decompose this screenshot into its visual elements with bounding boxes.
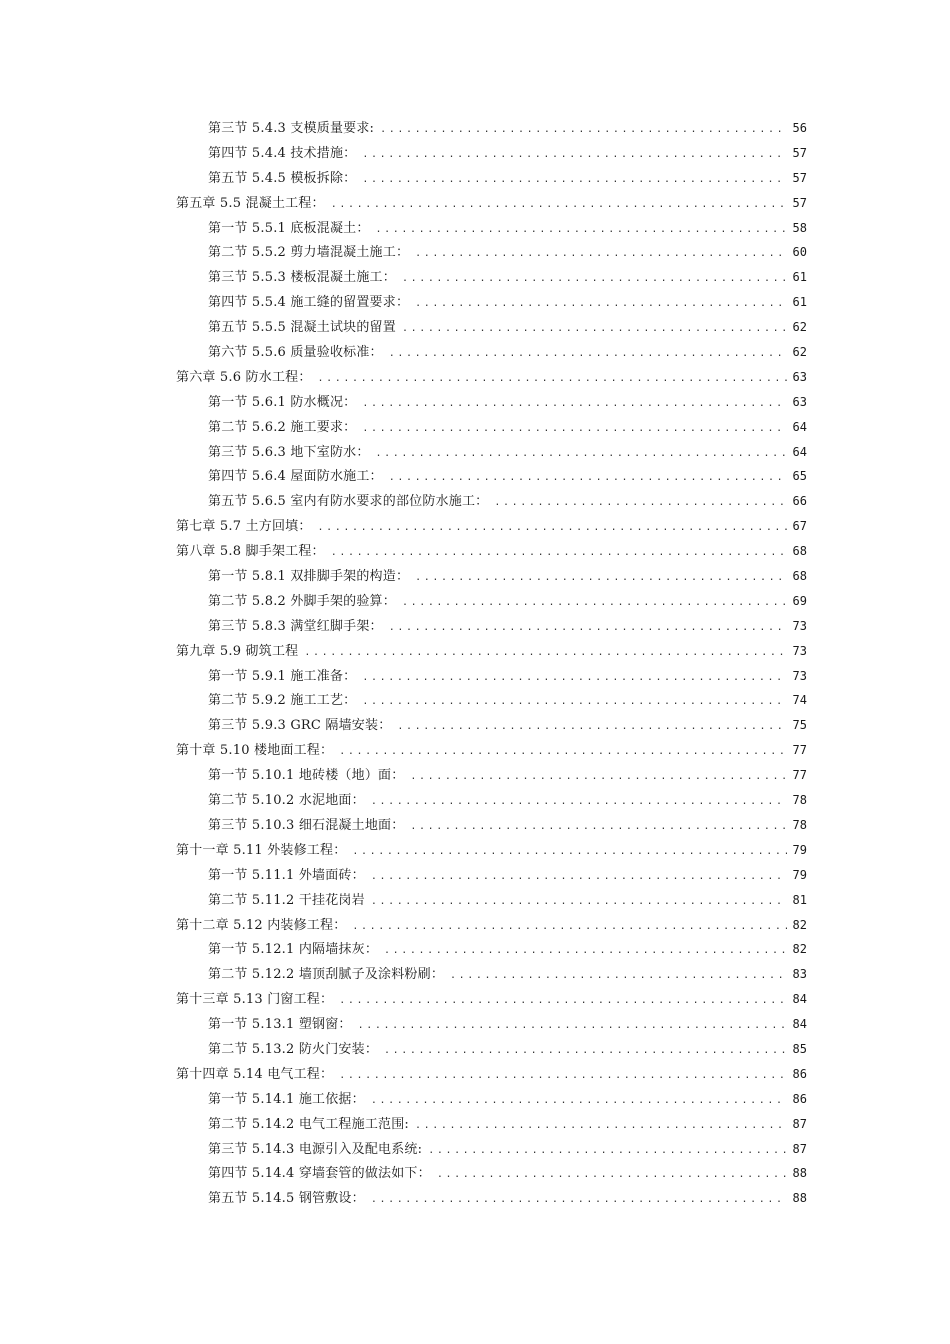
dot-leader	[352, 915, 787, 940]
toc-section-entry[interactable]	[176, 265, 807, 290]
toc-section-entry[interactable]	[176, 315, 807, 340]
toc-page-number: 61	[792, 295, 807, 310]
toc-entry-label: 第一节 5.9.1 施工准备：	[208, 668, 357, 684]
toc-page-number: 84	[792, 1017, 807, 1032]
toc-entry-label: 第二节 5.9.2 施工工艺：	[208, 693, 357, 709]
toc-page-number: 73	[792, 668, 807, 683]
toc-page-number: 78	[792, 817, 807, 832]
toc-entry-label: 第一节 5.10.1 地砖楼（地）面：	[208, 768, 405, 784]
toc-page-number: 83	[792, 967, 807, 982]
toc-page-number: 81	[792, 892, 807, 907]
toc-section-entry[interactable]	[176, 141, 807, 166]
toc-page-number: 88	[792, 1191, 807, 1206]
toc-page-number: 57	[792, 145, 807, 160]
toc-section-entry[interactable]	[176, 340, 807, 365]
dot-leader	[389, 466, 787, 491]
dot-leader	[397, 715, 787, 740]
toc-chapter-entry[interactable]	[176, 987, 807, 1012]
toc-section-entry[interactable]	[176, 664, 807, 689]
dot-leader	[384, 939, 787, 964]
toc-page-number: 67	[792, 519, 807, 534]
toc-page-number: 60	[792, 245, 807, 260]
dot-leader	[362, 168, 787, 193]
dot-leader	[437, 1163, 787, 1188]
toc-entry-label: 第一节 5.6.1 防水概况：	[208, 394, 357, 410]
toc-entry-label: 第四节 5.4.4 技术措施：	[208, 145, 357, 161]
toc-section-entry[interactable]	[176, 390, 807, 415]
toc-page-number: 68	[792, 569, 807, 584]
toc-page-number: 82	[792, 942, 807, 957]
dot-leader	[389, 342, 787, 367]
toc-entry-label: 第二节 5.5.2 剪力墙混凝土施工：	[208, 245, 410, 261]
toc-chapter-entry[interactable]	[176, 738, 807, 763]
dot-leader	[415, 292, 787, 317]
toc-page-number: 73	[792, 618, 807, 633]
toc-entry-label: 第三节 5.6.3 地下室防水：	[208, 444, 370, 460]
dot-leader	[450, 964, 787, 989]
toc-entry-label: 第五节 5.6.5 室内有防水要求的部位防水施工：	[208, 494, 489, 510]
toc-page-number: 66	[792, 494, 807, 509]
toc-entry-label: 第二节 5.8.2 外脚手架的验算：	[208, 593, 396, 609]
toc-section-entry[interactable]	[176, 1137, 807, 1162]
dot-leader	[415, 1114, 787, 1139]
toc-section-entry[interactable]	[176, 1112, 807, 1137]
dot-leader	[318, 367, 787, 392]
toc-entry-label: 第四节 5.14.4 穿墙套管的做法如下：	[208, 1166, 431, 1182]
dot-leader	[362, 690, 787, 715]
toc-page-number: 64	[792, 419, 807, 434]
dot-leader	[362, 417, 787, 442]
dot-leader	[380, 118, 787, 143]
dot-leader	[415, 566, 787, 591]
toc-page-number: 57	[792, 170, 807, 185]
toc-entry-label: 第二节 5.10.2 水泥地面：	[208, 793, 365, 809]
toc-page-number: 75	[792, 718, 807, 733]
toc-page-number: 63	[792, 369, 807, 384]
toc-page-number: 58	[792, 220, 807, 235]
toc-page-number: 87	[792, 1141, 807, 1156]
toc-page-number: 86	[792, 1066, 807, 1081]
toc-entry-label: 第一节 5.5.1 底板混凝土：	[208, 220, 370, 236]
dot-leader	[362, 666, 787, 691]
toc-entry-label: 第一节 5.14.1 施工依据：	[208, 1091, 365, 1107]
toc-page-number: 62	[792, 320, 807, 335]
toc-page-number: 79	[792, 867, 807, 882]
dot-leader	[331, 193, 787, 218]
toc-section-entry[interactable]	[176, 290, 807, 315]
toc-entry-label: 第九章 5.9 砌筑工程	[176, 643, 299, 659]
dot-leader	[339, 989, 787, 1014]
toc-entry-label: 第十章 5.10 楼地面工程：	[176, 743, 334, 759]
toc-entry-label: 第二节 5.14.2 电气工程施工范围:	[208, 1116, 409, 1132]
toc-entry-label: 第八章 5.8 脚手架工程：	[176, 544, 325, 560]
toc-entry-label: 第一节 5.13.1 塑钢窗：	[208, 1017, 352, 1033]
toc-entry-label: 第一节 5.8.1 双排脚手架的构造：	[208, 569, 410, 585]
dot-leader	[371, 865, 787, 890]
toc-chapter-entry[interactable]	[176, 838, 807, 863]
toc-entry-label: 第三节 5.10.3 细石混凝土地面：	[208, 817, 405, 833]
toc-section-entry[interactable]	[176, 813, 807, 838]
toc-entry-label: 第三节 5.5.3 楼板混凝土施工：	[208, 270, 396, 286]
toc-chapter-entry[interactable]	[176, 191, 807, 216]
dot-leader	[402, 267, 787, 292]
dot-leader	[494, 491, 787, 516]
toc-chapter-entry[interactable]	[176, 539, 807, 564]
toc-section-entry[interactable]	[176, 614, 807, 639]
toc-page-number: 64	[792, 444, 807, 459]
toc-section-entry[interactable]	[176, 1161, 807, 1186]
toc-entry-label: 第十一章 5.11 外装修工程：	[176, 842, 347, 858]
toc-entry-label: 第六节 5.5.6 质量验收标准：	[208, 345, 383, 361]
toc-chapter-entry[interactable]	[176, 913, 807, 938]
toc-entry-label: 第五节 5.14.5 钢管敷设：	[208, 1191, 365, 1207]
dot-leader	[352, 840, 787, 865]
toc-page-number: 86	[792, 1091, 807, 1106]
toc-entry-label: 第二节 5.6.2 施工要求：	[208, 419, 357, 435]
toc-entry-label: 第一节 5.11.1 外墙面砖：	[208, 867, 365, 883]
dot-leader	[428, 1139, 787, 1164]
dot-leader	[371, 890, 787, 915]
toc-entry-label: 第一节 5.12.1 内隔墙抹灰：	[208, 942, 379, 958]
toc-section-entry[interactable]	[176, 763, 807, 788]
dot-leader	[358, 1014, 787, 1039]
toc-page-number: 68	[792, 544, 807, 559]
toc-page-number: 79	[792, 842, 807, 857]
toc-page-number: 62	[792, 345, 807, 360]
toc-section-entry[interactable]	[176, 166, 807, 191]
toc-page-number: 69	[792, 593, 807, 608]
toc-entry-label: 第五章 5.5 混凝土工程：	[176, 195, 325, 211]
toc-chapter-entry[interactable]	[176, 1062, 807, 1087]
toc-entry-label: 第三节 5.14.3 电源引入及配电系统:	[208, 1141, 423, 1157]
toc-entry-label: 第二节 5.12.2 墙顶刮腻子及涂料粉刷：	[208, 967, 445, 983]
toc-entry-label: 第三节 5.4.3 支模质量要求:	[208, 121, 375, 136]
toc-section-entry[interactable]	[176, 589, 807, 614]
dot-leader	[371, 1089, 787, 1114]
toc-entry-label: 第四节 5.6.4 屋面防水施工：	[208, 469, 383, 485]
dot-leader	[331, 541, 787, 566]
toc-chapter-entry[interactable]	[176, 639, 807, 664]
dot-leader	[371, 1188, 787, 1213]
toc-section-entry[interactable]	[176, 1012, 807, 1037]
dot-leader	[339, 1064, 787, 1089]
toc-entry-label: 第二节 5.13.2 防火门安装：	[208, 1041, 379, 1057]
toc-chapter-entry[interactable]	[176, 365, 807, 390]
toc-page-number: 87	[792, 1116, 807, 1131]
toc-page-number: 61	[792, 270, 807, 285]
dot-leader	[402, 317, 787, 342]
toc-entry-label: 第十二章 5.12 内装修工程：	[176, 917, 347, 933]
dot-leader	[371, 790, 787, 815]
toc-section-entry[interactable]	[176, 464, 807, 489]
toc-entry-label: 第五节 5.4.5 模板拆除：	[208, 170, 357, 186]
toc-section-entry[interactable]	[176, 116, 807, 141]
dot-leader	[339, 740, 787, 765]
toc-chapter-entry[interactable]	[176, 514, 807, 539]
toc-page-number: 82	[792, 917, 807, 932]
toc-page-number: 74	[792, 693, 807, 708]
toc-page-number: 57	[792, 195, 807, 210]
dot-leader	[402, 591, 787, 616]
toc-section-entry[interactable]	[176, 564, 807, 589]
toc-entry-label: 第十三章 5.13 门窗工程：	[176, 992, 334, 1008]
dot-leader	[376, 442, 787, 467]
dot-leader	[376, 218, 787, 243]
dot-leader	[304, 641, 787, 666]
toc-page-number: 73	[792, 643, 807, 658]
toc-entry-label: 第二节 5.11.2 干挂花岗岩	[208, 892, 365, 908]
toc-page-number: 85	[792, 1041, 807, 1056]
toc-entry-label: 第七章 5.7 土方回填：	[176, 519, 312, 535]
toc-page-number: 56	[792, 121, 807, 135]
toc-section-entry[interactable]	[176, 240, 807, 265]
dot-leader	[362, 392, 787, 417]
toc-page-number: 65	[792, 469, 807, 484]
toc-page-number: 77	[792, 768, 807, 783]
toc-section-entry[interactable]	[176, 1037, 807, 1062]
toc-entry-label: 第三节 5.9.3 GRC 隔墙安装：	[208, 718, 392, 734]
toc-page-number: 78	[792, 793, 807, 808]
toc-entry-label: 第五节 5.5.5 混凝土试块的留置	[208, 320, 396, 336]
dot-leader	[318, 516, 787, 541]
toc-section-entry[interactable]	[176, 962, 807, 987]
toc-page-number: 88	[792, 1166, 807, 1181]
dot-leader	[384, 1039, 787, 1064]
dot-leader	[410, 765, 787, 790]
toc-page-number: 77	[792, 743, 807, 758]
table-of-contents	[176, 116, 807, 1211]
toc-section-entry[interactable]	[176, 440, 807, 465]
toc-section-entry[interactable]	[176, 216, 807, 241]
toc-section-entry[interactable]	[176, 863, 807, 888]
toc-entry-label: 第六章 5.6 防水工程：	[176, 369, 312, 385]
toc-section-entry[interactable]	[176, 489, 807, 514]
toc-section-entry[interactable]	[176, 713, 807, 738]
toc-section-entry[interactable]	[176, 788, 807, 813]
toc-section-entry[interactable]	[176, 937, 807, 962]
dot-leader	[389, 616, 787, 641]
dot-leader	[410, 815, 787, 840]
toc-section-entry[interactable]	[176, 688, 807, 713]
toc-section-entry[interactable]	[176, 415, 807, 440]
toc-section-entry[interactable]	[176, 1186, 807, 1211]
toc-section-entry[interactable]	[176, 1087, 807, 1112]
toc-page-number: 84	[792, 992, 807, 1007]
dot-leader	[415, 242, 787, 267]
toc-entry-label: 第四节 5.5.4 施工缝的留置要求：	[208, 295, 410, 311]
toc-entry-label: 第十四章 5.14 电气工程：	[176, 1066, 334, 1082]
dot-leader	[362, 143, 787, 168]
toc-section-entry[interactable]	[176, 888, 807, 913]
toc-page-number: 63	[792, 394, 807, 409]
toc-entry-label: 第三节 5.8.3 满堂红脚手架：	[208, 618, 383, 634]
